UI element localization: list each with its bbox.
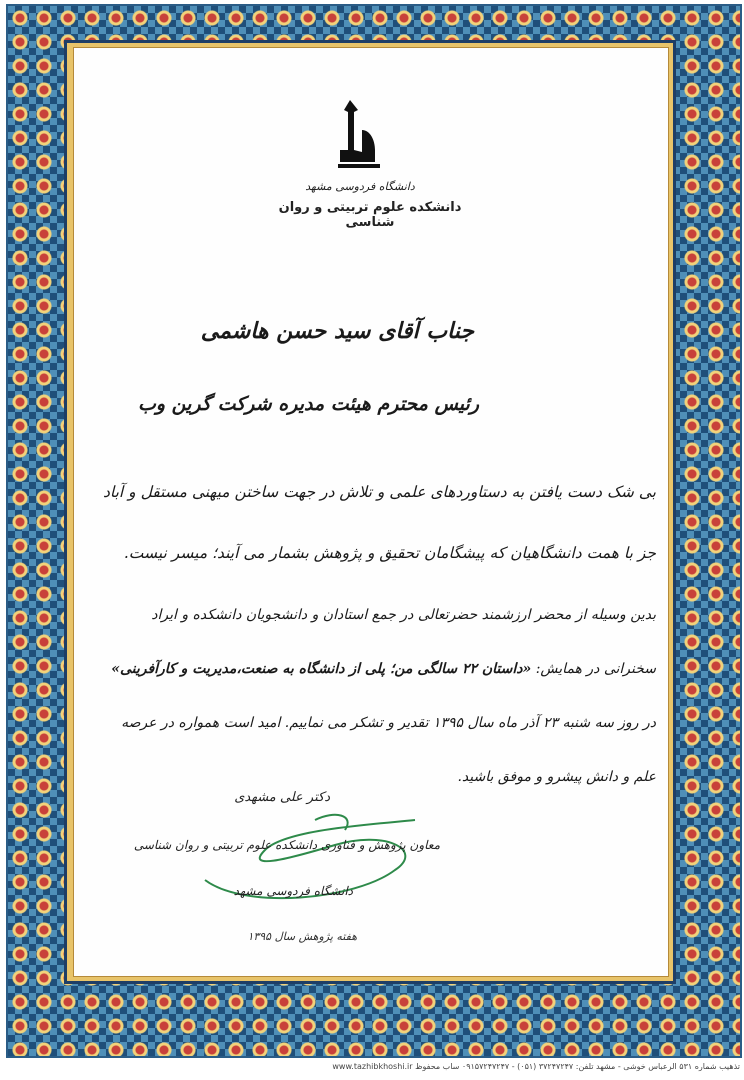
footer-website: www.tazhibkhoshi.ir <box>332 1062 413 1071</box>
signatory-name: دکتر علی مشهدی <box>234 790 330 805</box>
signatory-university: دانشگاه فردوسی مشهد <box>233 884 353 898</box>
paragraph-2-intro: بدین وسیله از محضر ارزشمند حضرتعالی در جمع استادان و دانشجویان دانشکده و ایراد سخنرانی در همایش: <box>151 607 656 677</box>
paragraph-2 <box>100 588 656 804</box>
university-name: دانشگاه فردوسی مشهد <box>305 180 415 193</box>
paragraph-2-closing: در روز سه شنبه ۲۳ آذر ماه سال ۱۳۹۵ تقدیر و تشکر می نماییم. امید است همواره در عرصه علم و دانش پیشرو و موفق باشید. <box>121 715 656 785</box>
faculty-name: دانشکده علوم تربیتی و روان شناسی <box>278 200 462 230</box>
salutation: جناب آقای سید حسن هاشمی <box>200 318 474 344</box>
event-title: «داستان ۲۲ سالگی من؛ پلی از دانشگاه به صنعت،مدیریت و کارآفرینی» <box>111 661 532 677</box>
footer-text: تذهیب شماره ۵۳۱ الرعباس خوشی - مشهد تلفن: ۳۷۲۴۷۲۴۷ (۰۵۱) - ۰۹۱۵۷۲۴۷۲۴۷ ساب محفوظ <box>415 1062 740 1071</box>
recipient-position: رئیس محترم هیئت مدیره شرکت گرین وب <box>138 393 479 415</box>
signatory-role: معاون پژوهش و فناوری دانشکده علوم تربیتی و روان شناسی <box>133 838 440 852</box>
paragraph-1: بی شک دست یافتن به دستاوردهای علمی و تلاش در جهت ساختن میهنی مستقل و آباد جز با همت دانشگاهیان که پیشگامان تحقیق و پژوهش بشمار می آیند؛ میسر نیست. <box>102 483 656 562</box>
printer-footer <box>120 1062 740 1071</box>
occasion-line: هفته پژوهش سال ۱۳۹۵ <box>247 930 357 943</box>
